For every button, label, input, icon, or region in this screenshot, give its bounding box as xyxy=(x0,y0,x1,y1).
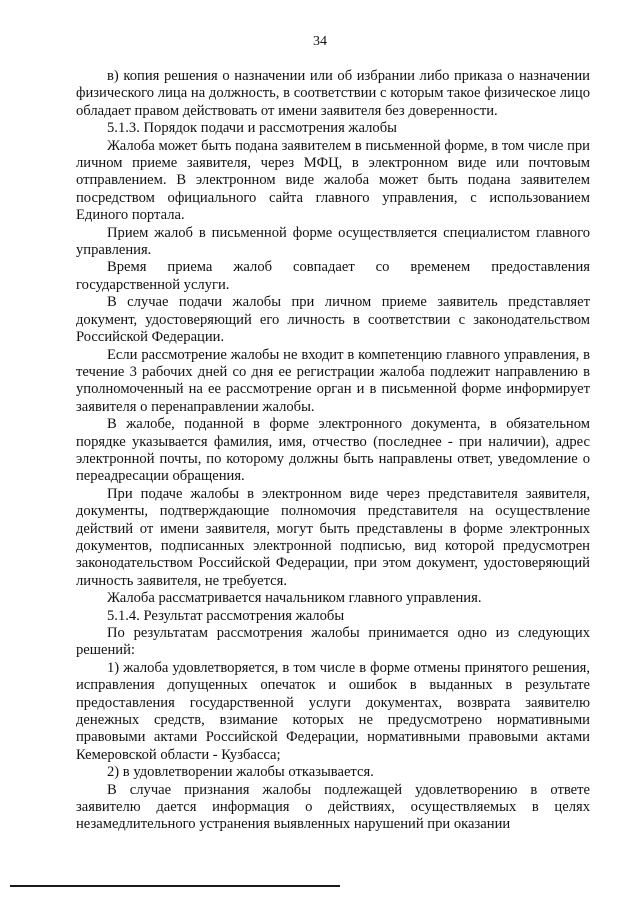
paragraph-complaint-submission: Жалоба может быть подана заявителем в письменной форме, в том числе при личном приеме заявителя, через МФЦ, в электронном виде или почтовым отправлением. В электронном виде жалоба может быть подана заявителем посредством официального сайта главного управления, с использованием Единого портала. xyxy=(76,137,590,224)
paragraph-representative-electronic: При подаче жалобы в электронном виде через представителя заявителя, документы, подтверждающие полномочия представителя на осуществление действий от имени заявителя, могут быть представлены в форме электронных документов, подписанных электронной подписью, вид которой предусмотрен законодательством Российской Федерации, при этом документ, удостоверяющий личность заявителя, не требуется. xyxy=(76,485,590,589)
section-heading-5-1-4: 5.1.4. Результат рассмотрения жалобы xyxy=(107,607,345,624)
paragraph-satisfaction-response: В случае признания жалобы подлежащей удовлетворению в ответе заявителю дается информация о действиях, осуществляемых в целях незамедлительного устранения выявленных нарушений при оказании xyxy=(76,781,590,833)
paragraph-personal-reception: В случае подачи жалобы при личном приеме заявитель представляет документ, удостоверяющий его личность в соответствии с законодательством Российской Федерации. xyxy=(76,294,590,346)
paragraph-decision-satisfied: 1) жалоба удовлетворяется, в том числе в форме отмены принятого решения, исправления допущенных опечаток и ошибок в выданных в результате предоставления государственной услуги документах, возврата заявителю денежных средств, взимание которых не предусмотрено нормативными правовыми актами Российской Федерации, нормативными правовыми актами Кемеровской области - Кузбасса; xyxy=(76,659,590,763)
paragraph-electronic-complaint: В жалобе, поданной в форме электронного документа, в обязательном порядке указывается фамилия, имя, отчество (последнее - при наличии), адрес электронной почты, по которому должны быть направлены ответ, уведомление о переадресации обращения. xyxy=(76,416,590,485)
paragraph-review-by-head: Жалоба рассматривается начальником главного управления. xyxy=(107,590,482,607)
section-heading-5-1-3: 5.1.3. Порядок подачи и рассмотрения жалобы xyxy=(107,120,397,137)
paragraph-redirection: Если рассмотрение жалобы не входит в компетенцию главного управления, в течение 3 рабочих дней со дня ее регистрации жалоба подлежит направлению в уполномоченный на ее рассмотрение орган и в письменной форме информирует заявителя о перенаправлении жалобы. xyxy=(76,346,590,415)
paragraph-written-reception: Прием жалоб в письменной форме осуществляется специалистом главного управления. xyxy=(76,224,590,259)
paragraph-decision-refused: 2) в удовлетворении жалобы отказывается. xyxy=(107,764,374,781)
paragraph-representative-document: в) копия решения о назначении или об избрании либо приказа о назначении физического лица на должность, в соответствии с которым такое физическое лицо обладает правом действовать от имени заявителя без доверенности. xyxy=(76,68,590,119)
paragraph-reception-time: Время приема жалоб совпадает со временем предоставления государственной услуги. xyxy=(76,259,590,293)
bottom-divider xyxy=(10,885,340,887)
document-body xyxy=(76,68,590,834)
paragraph-decisions-intro: По результатам рассмотрения жалобы принимается одно из следующих решений: xyxy=(76,625,590,659)
page-number: 34 xyxy=(313,34,327,49)
